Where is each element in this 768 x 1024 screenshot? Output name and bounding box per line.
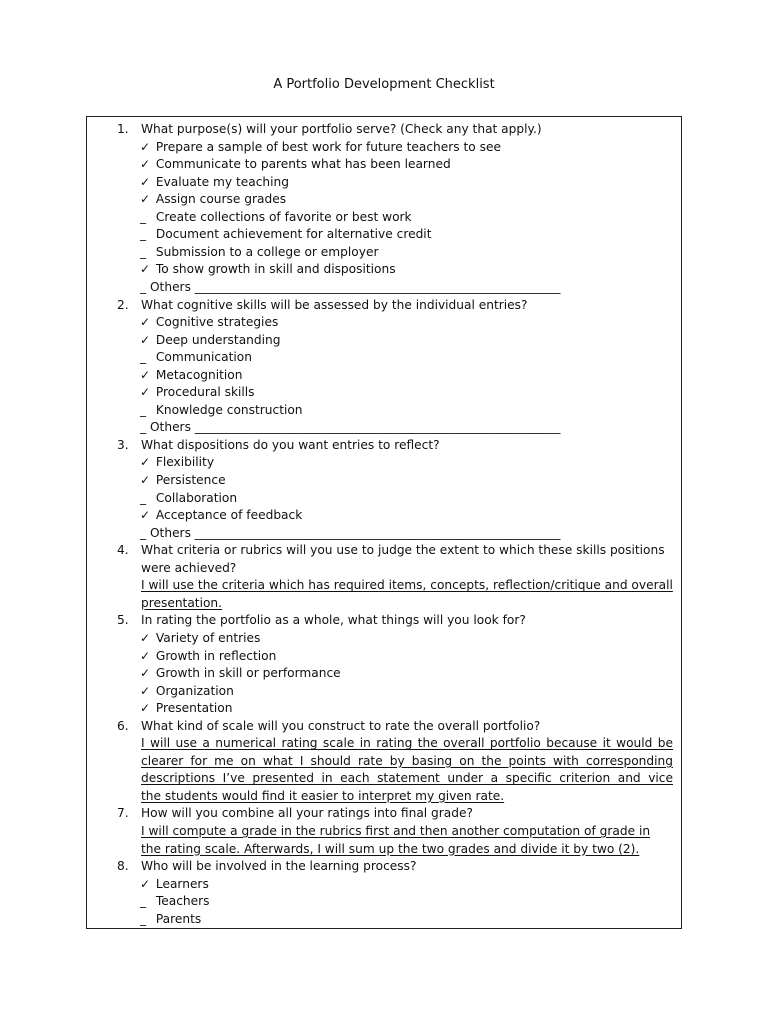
check-mark: ✓ — [140, 315, 151, 330]
question-text — [141, 560, 236, 577]
answer-text: I will compute a grade in the rubrics first and then another computation of grade in — [141, 824, 651, 838]
option-checked — [140, 261, 396, 278]
option-unchecked — [140, 911, 201, 928]
option-unchecked — [140, 209, 412, 226]
question-text — [141, 542, 665, 559]
option-text: Persistence — [155, 473, 226, 487]
answer-line — [141, 770, 673, 787]
item-number — [117, 542, 129, 559]
item-number-text: 3. — [117, 437, 129, 452]
option-text: Prepare a sample of best work for future teachers to see — [155, 139, 501, 154]
option-checked — [140, 191, 286, 208]
item-number-text: 6. — [117, 718, 129, 733]
question-text — [141, 612, 526, 629]
option-checked — [140, 384, 255, 401]
option-text: Variety of entries — [155, 630, 261, 645]
question-text — [141, 858, 416, 875]
option-checked — [140, 454, 214, 471]
others-line — [140, 419, 560, 436]
item-number — [117, 612, 129, 629]
check-mark: ✓ — [140, 683, 151, 698]
question-label: What kind of scale will you construct to rate the overall portfolio? — [141, 718, 541, 733]
option-text: Document achievement for alternative credit — [155, 227, 432, 242]
item-number — [117, 437, 129, 454]
question-label: Who will be involved in the learning process? — [141, 859, 417, 874]
check-mark: ✓ — [140, 367, 151, 382]
item-number — [117, 858, 129, 875]
option-text: Communicate to parents what has been learned — [155, 157, 451, 172]
check-mark: ✓ — [140, 666, 151, 681]
answer-line — [141, 753, 673, 770]
option-text: Presentation — [155, 701, 233, 716]
blank-mark: _ — [140, 402, 146, 417]
item-number — [117, 718, 129, 735]
others-line — [140, 525, 560, 542]
option-checked — [140, 156, 451, 173]
others-line — [140, 279, 560, 296]
item-number — [117, 805, 129, 822]
blank-mark: _ — [140, 911, 146, 926]
blank-mark: _ — [140, 350, 146, 365]
check-mark: ✓ — [140, 455, 151, 470]
option-checked — [140, 367, 243, 384]
option-text: Growth in skill or performance — [155, 666, 341, 681]
question-text — [141, 718, 540, 735]
answer-line — [141, 823, 650, 840]
option-text: Metacognition — [155, 367, 243, 382]
option-text: Procedural skills — [155, 385, 255, 400]
item-number-text: 8. — [117, 859, 129, 874]
check-mark: ✓ — [140, 508, 151, 523]
option-text: Organization — [155, 683, 234, 698]
question-label: What cognitive skills will be assessed by the individual entries? — [141, 297, 528, 312]
answer-line — [141, 577, 673, 594]
item-number — [117, 297, 129, 314]
item-number-text: 7. — [117, 806, 129, 821]
answer-text: the students would find it easier to interpret my given rate. — [141, 788, 505, 803]
answer-text: descriptions I’ve presented in each statement under a specific criterion and vice — [141, 771, 673, 786]
question-label: How will you combine all your ratings into final grade? — [141, 806, 473, 821]
item-number-text: 4. — [117, 543, 129, 558]
blank-mark: _ — [140, 209, 146, 224]
option-checked — [140, 648, 276, 665]
option-text: Deep understanding — [155, 332, 281, 347]
question-label: were achieved? — [141, 560, 237, 575]
option-text: Cognitive strategies — [155, 315, 279, 330]
answer-text: I will use a numerical rating scale in rating the overall portfolio because it would be — [141, 736, 673, 751]
others-label: _ Others ____________________________________________________________ — [140, 525, 561, 540]
option-checked — [140, 630, 260, 647]
check-mark: ✓ — [140, 332, 151, 347]
answer-text: clearer for me on what I should rate by basing on the points with corresponding — [141, 753, 673, 768]
option-text: Communication — [155, 350, 252, 365]
option-text: Growth in reflection — [155, 648, 277, 663]
option-checked — [140, 876, 209, 893]
blank-mark: _ — [140, 227, 146, 242]
question-label: What purpose(s) will your portfolio serve? (Check any that apply.) — [141, 122, 542, 136]
option-checked — [140, 139, 501, 156]
option-text: Assign course grades — [155, 192, 287, 207]
option-text: Create collections of favorite or best work — [155, 209, 412, 224]
check-mark: ✓ — [140, 157, 151, 172]
option-checked — [140, 332, 280, 349]
option-checked — [140, 174, 289, 191]
option-checked — [140, 665, 341, 682]
question-text — [141, 121, 542, 138]
blank-mark: _ — [140, 894, 146, 909]
answer-line — [141, 595, 222, 612]
check-mark: ✓ — [140, 385, 151, 400]
blank-mark: _ — [140, 244, 146, 259]
option-text: To show growth in skill and dispositions — [155, 262, 396, 277]
question-text — [141, 805, 473, 822]
option-unchecked — [140, 490, 237, 507]
item-number-text: 5. — [117, 613, 129, 628]
question-text — [141, 297, 527, 314]
option-checked — [140, 507, 302, 524]
option-text: Parents — [155, 911, 202, 926]
check-mark: ✓ — [140, 192, 151, 207]
check-mark: ✓ — [140, 174, 151, 189]
option-unchecked — [140, 893, 210, 910]
item-number — [117, 121, 129, 138]
check-mark: ✓ — [140, 139, 151, 154]
check-mark: ✓ — [140, 648, 151, 663]
document-title: A Portfolio Development Checklist — [273, 77, 495, 92]
option-text: Submission to a college or employer — [155, 244, 379, 259]
option-unchecked — [140, 226, 431, 243]
option-text: Knowledge construction — [155, 402, 303, 417]
question-text — [141, 437, 440, 454]
option-text: Teachers — [155, 894, 210, 909]
answer-line — [141, 841, 639, 858]
item-number-text: 1. — [117, 122, 129, 136]
option-checked — [140, 472, 226, 489]
option-text: Acceptance of feedback — [155, 508, 303, 523]
option-text: Collaboration — [155, 490, 238, 505]
question-label: In rating the portfolio as a whole, what things will you look for? — [141, 613, 526, 628]
check-mark: ✓ — [140, 701, 151, 716]
others-label: _ Others ____________________________________________________________ — [140, 279, 561, 294]
item-number-text: 2. — [117, 297, 129, 312]
option-unchecked — [140, 349, 252, 366]
option-text: Flexibility — [155, 455, 215, 470]
answer-line — [141, 735, 673, 752]
question-label: What criteria or rubrics will you use to judge the extent to which these skills positions — [141, 543, 665, 558]
check-mark: ✓ — [140, 473, 151, 487]
check-mark: ✓ — [140, 876, 151, 891]
option-text: Evaluate my teaching — [155, 174, 289, 189]
others-label: _ Others ____________________________________________________________ — [140, 420, 561, 435]
option-text: Learners — [155, 876, 209, 891]
check-mark: ✓ — [140, 262, 151, 277]
answer-text: presentation. — [141, 595, 223, 610]
blank-mark: _ — [140, 490, 146, 505]
option-checked — [140, 700, 232, 717]
answer-text: I will use the criteria which has required items, concepts, reflection/critique and overall — [141, 578, 673, 593]
answer-text: the rating scale. Afterwards, I will sum up the two grades and divide it by two (2). — [141, 841, 640, 856]
option-unchecked — [140, 402, 303, 419]
answer-line — [141, 788, 504, 805]
check-mark: ✓ — [140, 630, 151, 645]
question-label: What dispositions do you want entries to reflect? — [141, 437, 440, 452]
option-unchecked — [140, 244, 378, 261]
option-checked — [140, 683, 234, 700]
option-checked — [140, 314, 278, 331]
